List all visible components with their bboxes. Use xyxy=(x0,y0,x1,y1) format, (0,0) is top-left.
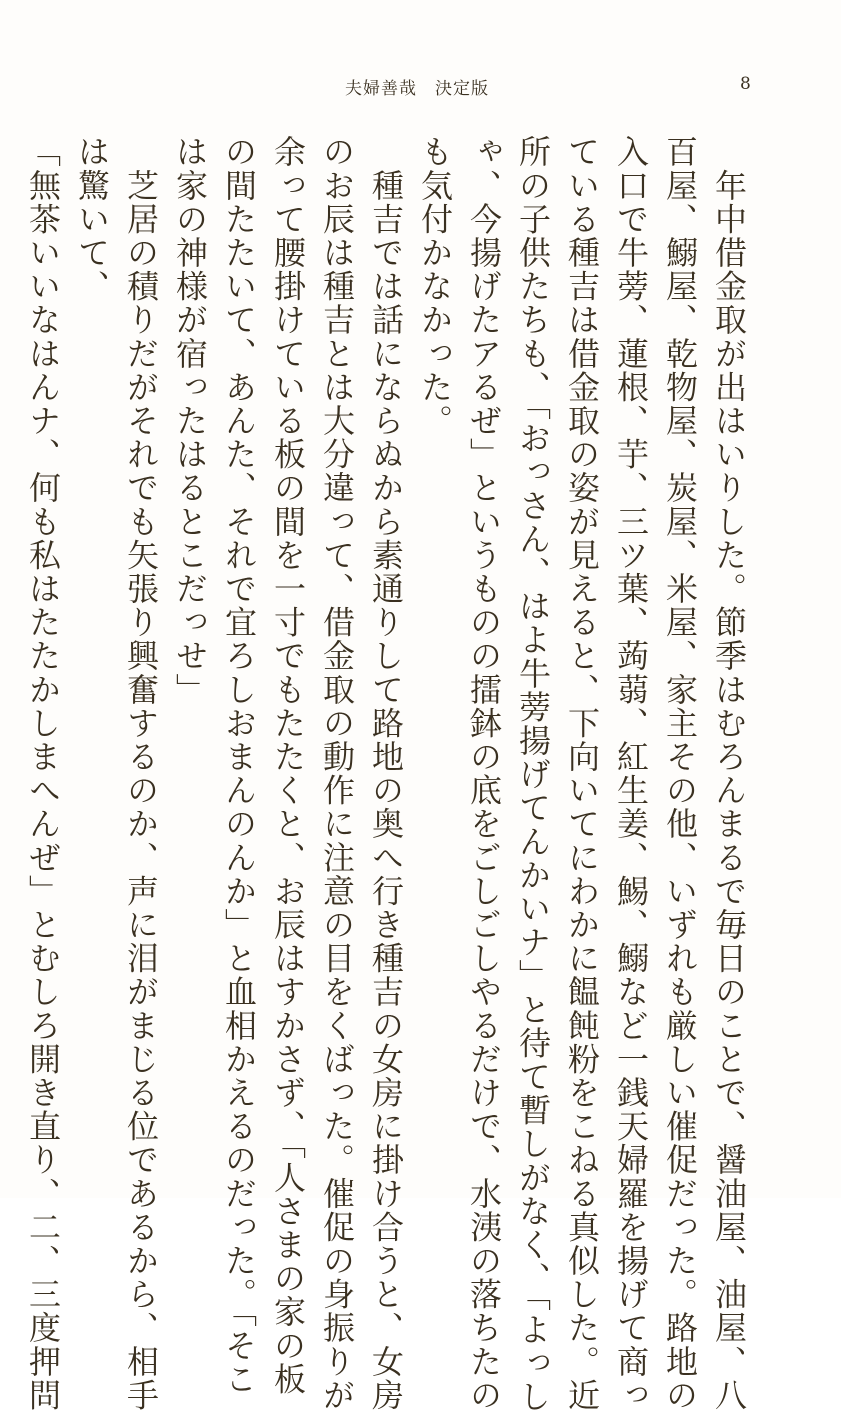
text-line: 所の子供たちも、「おっさん、はよ牛蒡揚げてんかいナ」と待て暫しがなく、「よっし xyxy=(514,135,552,1413)
text-line: 「無茶いいなはんナ、何も私はたたかしまへんぜ」とむしろ開き直り、二、三度押問 xyxy=(24,135,62,1412)
text-line: は家の神様が宿ったはるとこだっせ」 xyxy=(171,135,209,707)
text-line: のお辰は種吉とは大分違って、借金取の動作に注意の目をくばった。催促の身振りが xyxy=(318,135,356,1412)
text-line: の間たたいて、あんた、それで宜ろしおまんのんか」と血相かえるのだった。「そこ xyxy=(220,135,258,1396)
text-line: ゃ、今揚げたアるぜ」というものの擂鉢の底をごしごしやるだけで、水洟の落ちたの xyxy=(465,135,503,1412)
text-line: 種吉では話にならぬから素通りして路地の奥へ行き種吉の女房に掛け合うと、女房 xyxy=(367,135,405,1412)
text-line: も気付かなかった。 xyxy=(416,135,454,438)
page-number: 8 xyxy=(740,74,751,94)
text-line: ている種吉は借金取の姿が見えると、下向いてにわかに饂飩粉をこねる真似した。近 xyxy=(563,135,601,1412)
text-line: 余って腰掛けている板の間を一寸でもたたくと、お辰はすかさず、「人さまの家の板 xyxy=(269,135,307,1396)
text-line: 芝居の積りだがそれでも矢張り興奮するのか、声に泪がまじる位であるから、相手 xyxy=(122,135,160,1412)
text-line: 入口で牛蒡、蓮根、芋、三ツ葉、蒟蒻、紅生姜、鯣、鰯など一銭天婦羅を揚げて商っ xyxy=(612,135,650,1412)
vertical-body-text xyxy=(18,135,753,1413)
text-line: 年中借金取が出はいりした。節季はむろんまるで毎日のことで、醤油屋、油屋、八 xyxy=(710,135,748,1412)
text-line: は驚いて、 xyxy=(73,135,111,303)
running-header xyxy=(0,74,841,98)
text-line: 百屋、鰯屋、乾物屋、炭屋、米屋、家主その他、いずれも厳しい催促だった。路地の xyxy=(661,135,699,1412)
book-title: 夫婦善哉 決定版 xyxy=(345,79,489,99)
